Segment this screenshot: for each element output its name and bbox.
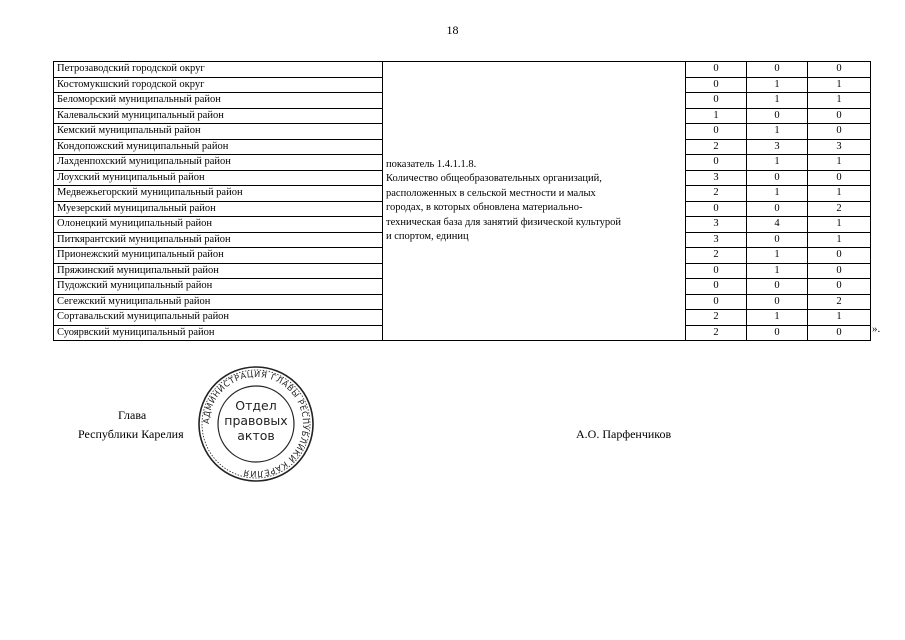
municipality-name: Лоухский муниципальный район [54,170,383,186]
closing-quote: ». [872,323,881,335]
value-cell-1: 2 [686,248,747,264]
official-seal [196,364,316,484]
value-cell-3: 0 [808,170,871,186]
municipality-name: Кемский муниципальный район [54,124,383,140]
municipality-name: Лахденпохский муниципальный район [54,155,383,171]
value-cell-2: 1 [747,310,808,326]
municipality-name: Олонецкий муниципальный район [54,217,383,233]
indicator-description-line: городах, в которых обновлена материально- [386,202,583,213]
value-cell-3: 0 [808,248,871,264]
value-cell-3: 2 [808,201,871,217]
value-cell-1: 0 [686,201,747,217]
value-cell-1: 0 [686,279,747,295]
value-cell-3: 0 [808,263,871,279]
value-cell-2: 0 [747,108,808,124]
value-cell-3: 0 [808,279,871,295]
value-cell-2: 1 [747,155,808,171]
value-cell-3: 1 [808,217,871,233]
seal-center-line1: Отдел [235,398,277,413]
value-cell-3: 0 [808,325,871,341]
indicator-description-line: расположенных в сельской местности и малых [386,187,596,199]
value-cell-2: 0 [747,279,808,295]
municipality-name: Пудожский муниципальный район [54,279,383,295]
value-cell-2: 4 [747,217,808,233]
signer-position-line1: Глава [118,408,147,422]
value-cell-1: 2 [686,186,747,202]
value-cell-2: 1 [747,124,808,140]
value-cell-3: 2 [808,294,871,310]
seal-center-line3: актов [237,428,275,443]
value-cell-1: 0 [686,93,747,109]
municipality-name: Муезерский муниципальный район [54,201,383,217]
indicator-description-line: показатель 1.4.1.1.8. [386,158,477,170]
value-cell-1: 0 [686,294,747,310]
indicator-table [53,61,871,341]
value-cell-2: 0 [747,294,808,310]
value-cell-2: 1 [747,77,808,93]
value-cell-3: 0 [808,62,871,78]
value-cell-3: 1 [808,310,871,326]
value-cell-3: 3 [808,139,871,155]
indicator-description [383,62,686,341]
indicator-description-line: и спортом, единиц [386,231,469,242]
value-cell-2: 1 [747,93,808,109]
value-cell-2: 0 [747,201,808,217]
value-cell-3: 1 [808,155,871,171]
value-cell-3: 1 [808,77,871,93]
page-number: 18 [446,23,459,37]
value-cell-1: 0 [686,155,747,171]
indicator-table-body [54,62,871,341]
value-cell-3: 1 [808,186,871,202]
value-cell-3: 1 [808,93,871,109]
municipality-name: Суоярвский муниципальный район [54,325,383,341]
value-cell-2: 1 [747,248,808,264]
seal-center-line2: правовых [224,413,288,428]
value-cell-1: 0 [686,124,747,140]
value-cell-1: 3 [686,170,747,186]
value-cell-1: 1 [686,108,747,124]
value-cell-2: 0 [747,325,808,341]
value-cell-1: 0 [686,77,747,93]
municipality-name: Прионежский муниципальный район [54,248,383,264]
value-cell-1: 3 [686,232,747,248]
municipality-name: Беломорский муниципальный район [54,93,383,109]
value-cell-1: 2 [686,139,747,155]
value-cell-3: 0 [808,124,871,140]
municipality-name: Костомукшский городской округ [54,77,383,93]
municipality-name: Сортавальский муниципальный район [54,310,383,326]
value-cell-1: 2 [686,310,747,326]
value-cell-3: 1 [808,232,871,248]
signer-position-line2: Республики Карелия [78,427,184,441]
value-cell-1: 2 [686,325,747,341]
value-cell-2: 0 [747,232,808,248]
municipality-name: Петрозаводский городской округ [54,62,383,78]
value-cell-1: 0 [686,62,747,78]
municipality-name: Медвежьегорский муниципальный район [54,186,383,202]
value-cell-2: 0 [747,62,808,78]
table-row [54,62,871,78]
municipality-name: Кондопожский муниципальный район [54,139,383,155]
value-cell-2: 3 [747,139,808,155]
indicator-description-line: Количество общеобразовательных организаций, [386,173,602,184]
municipality-name: Пряжинский муниципальный район [54,263,383,279]
value-cell-2: 1 [747,186,808,202]
value-cell-2: 0 [747,170,808,186]
indicator-description-line: техническая база для занятий физической культурой [386,216,622,228]
value-cell-3: 0 [808,108,871,124]
signer-name: А.О. Парфенчиков [576,427,672,441]
value-cell-1: 0 [686,263,747,279]
municipality-name: Сегежский муниципальный район [54,294,383,310]
municipality-name: Калевальский муниципальный район [54,108,383,124]
municipality-name: Питкярантский муниципальный район [54,232,383,248]
value-cell-1: 3 [686,217,747,233]
seal-ring-textpath: АДМИНИСТРАЦИЯ ГЛАВЫ РЕСПУБЛИКИ КАРЕЛИЯ [200,368,312,480]
value-cell-2: 1 [747,263,808,279]
